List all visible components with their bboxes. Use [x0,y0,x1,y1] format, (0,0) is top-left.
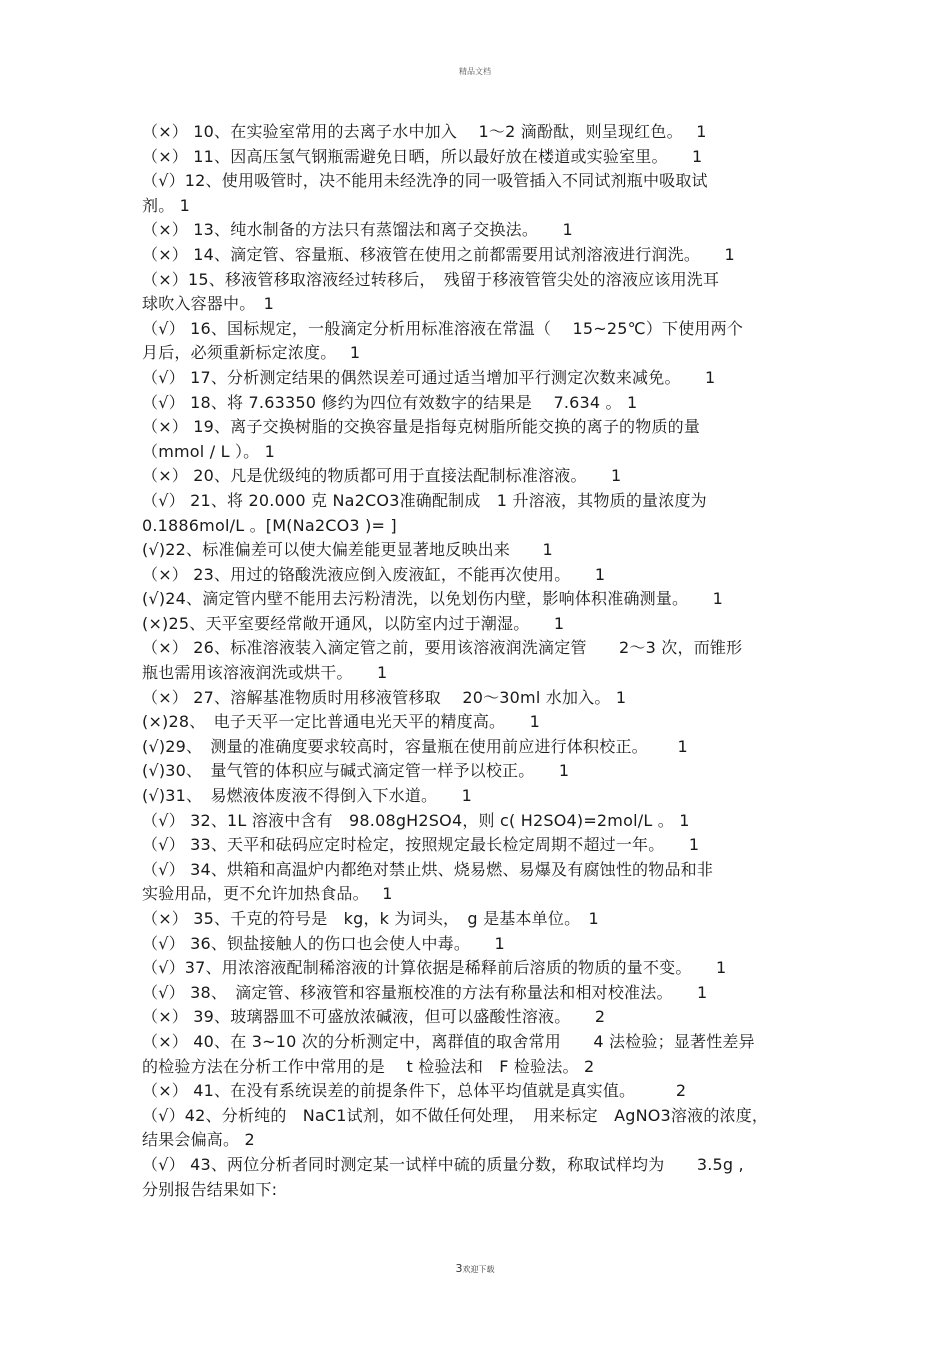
text-line: （×） 23、用过的铬酸洗液应倒入废液缸，不能再次使用。 1 [142,564,606,584]
text-line: （×） 11、因高压氢气钢瓶需避免日晒，所以最好放在楼道或实验室里。 1 [142,146,703,166]
text-line: （√）37、用浓溶液配制稀溶液的计算依据是稀释前后溶质的物质的量不变。 1 [142,958,727,978]
page-number: 3 [455,1262,463,1275]
text-line: (×)28、 电子天平一定比普通电光天平的精度高。 1 [142,712,541,732]
text-line: （√） 21、将 20.000 克 Na2CO3准确配制成 1 升溶液，其物质的量浓度为 [142,490,707,510]
text-line: （√） 43、两位分析者同时测定某一试样中硫的质量分数，称取试样均为 3.5g , [142,1154,744,1174]
text-line: （×） 39、玻璃器皿不可盛放浓碱液，但可以盛酸性溶液。 2 [142,1007,606,1027]
text-line: 的检验方法在分析工作中常用的是 t 检验法和 F 检验法。 2 [142,1056,595,1076]
text-line: （√） 32、1L 溶液中含有 98.08gH2SO4，则 c( H2SO4)=2mol/L 。 1 [142,810,690,830]
text-line: (√)24、滴定管内壁不能用去污粉清洗，以免划伤内壁，影响体积准确测量。 1 [142,589,724,609]
text-line: （×） 40、在 3~10 次的分析测定中，离群值的取舍常用 4 法检验；显著性差异 [142,1031,755,1051]
page-header: 精品文档 [459,67,491,76]
text-line: （√） 16、国标规定，一般滴定分析用标准溶液在常温（ 15~25℃）下使用两个 [142,318,744,338]
text-line: （√）12、使用吸管时，决不能用未经洗净的同一吸管插入不同试剂瓶中吸取试 [142,171,708,191]
text-line: （×） 14、滴定管、容量瓶、移液管在使用之前都需要用试剂溶液进行润洗。 1 [142,244,735,264]
footer-text: 欢迎下载 [462,1265,495,1274]
text-line: (√)30、 量气管的体积应与碱式滴定管一样予以校正。 1 [142,761,570,781]
text-line: (×)25、天平室要经常敞开通风，以防室内过于潮湿。 1 [142,613,565,633]
text-line: （×） 20、凡是优级纯的物质都可用于直接法配制标准溶液。 1 [142,466,622,486]
text-line: （×） 27、溶解基准物质时用移液管移取 20～30ml 水加入。 1 [142,687,627,707]
text-line: （×） 13、纯水制备的方法只有蒸馏法和离子交换法。 1 [142,220,573,240]
text-line: （×） 26、标准溶液装入滴定管之前，要用该溶液润洗滴定管 2～3 次，而锥形 [142,638,743,658]
text-line: （√）42、分析纯的 NaC1试剂，如不做任何处理， 用来标定 AgNO3溶液的浓度， [142,1105,769,1125]
text-line: （√） 38、 滴定管、移液管和容量瓶校准的方法有称量法和相对校准法。 1 [142,982,708,1002]
text-line: （×） 35、千克的符号是 kg，k 为词头， g 是基本单位。 1 [142,909,599,928]
text-line: 月后，必须重新标定浓度。 1 [142,343,361,363]
text-line: 瓶也需用该溶液润洗或烘干。 1 [142,663,388,683]
text-line: (√)29、 测量的准确度要求较高时，容量瓶在使用前应进行体积校正。 1 [142,736,688,756]
text-line: （√） 17、分析测定结果的偶然误差可通过适当增加平行测定次数来减免。 1 [142,367,716,387]
text-line: （×）15、移液管移取溶液经过转移后， 残留于移液管管尖处的溶液应该用洗耳 [142,269,720,289]
text-line: (√)22、标准偏差可以使大偏差能更显著地反映出来 1 [142,540,553,560]
text-line: 结果会偏高。 2 [142,1130,255,1150]
text-line: （√） 34、烘箱和高温炉内都绝对禁止烘、烧易燃、易爆及有腐蚀性的物品和非 [142,859,714,879]
text-line: （×） 10、在实验室常用的去离子水中加入 1～2 滴酚酞，则呈现红色。 1 [142,122,707,141]
page-footer [0,1262,950,1275]
document-body [142,120,812,1202]
text-line: 实验用品，更不允许加热食品。 1 [142,884,393,904]
text-line: 分别报告结果如下: [142,1179,278,1199]
text-line: 0.1886mol/L 。[M(Na2CO3 )= ] [142,515,397,535]
text-line: （√） 36、钡盐接触人的伤口也会使人中毒。 1 [142,933,505,953]
text-line: （×） 19、离子交换树脂的交换容量是指每克树脂所能交换的离子的物质的量 [142,417,701,437]
text-line: （√） 18、将 7.63350 修约为四位有效数字的结果是 7.634 。 1 [142,392,638,412]
text-line: （×） 41、在没有系统误差的前提条件下，总体平均值就是真实值。 2 [142,1081,687,1101]
text-line: （√） 33、天平和砝码应定时检定，按照规定最长检定周期不超过一年。 1 [142,835,700,855]
text-line: (√)31、 易燃液体废液不得倒入下水道。 1 [142,786,473,806]
text-line: （mmol / L ）。 1 [142,441,276,461]
text-line: 球吹入容器中。 1 [142,294,274,314]
text-line: 剂。 1 [142,195,191,215]
